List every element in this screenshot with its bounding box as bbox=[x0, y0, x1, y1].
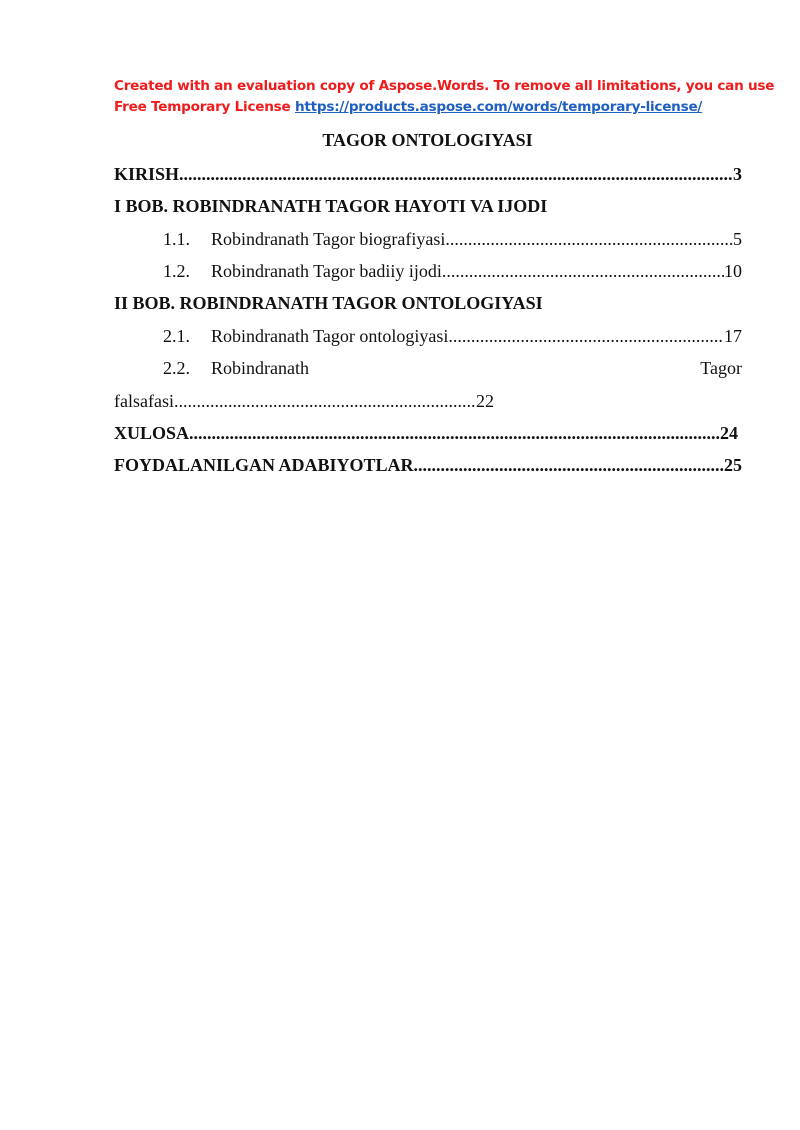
section-number: 2.2. bbox=[163, 358, 190, 378]
toc-entry-2-1[interactable] bbox=[163, 326, 742, 347]
toc-page-number: 17 bbox=[724, 326, 742, 346]
section-number: 1.1. bbox=[163, 229, 190, 249]
toc-entry-label: XULOSA bbox=[114, 423, 190, 443]
evaluation-watermark bbox=[114, 76, 775, 118]
toc-entry-2-2-line2[interactable] bbox=[114, 391, 494, 412]
toc-entry-2-2[interactable] bbox=[163, 358, 742, 379]
toc-chapter-1[interactable]: I BOB. ROBINDRANATH TAGOR HAYOTI VA IJODI bbox=[114, 196, 548, 216]
toc-entry-1-2[interactable] bbox=[163, 261, 742, 282]
license-link[interactable]: https://products.aspose.com/words/temporary-license/ bbox=[294, 99, 703, 115]
toc-entry-2-2-start bbox=[163, 358, 309, 379]
toc-chapter-2[interactable]: II BOB. ROBINDRANATH TAGOR ONTOLOGIYASI bbox=[114, 293, 543, 313]
watermark-license-text: Free Temporary License bbox=[114, 99, 295, 115]
toc-entry-xulosa[interactable] bbox=[114, 423, 738, 444]
dot-leader bbox=[448, 326, 724, 347]
toc-entry-kirish[interactable] bbox=[114, 164, 742, 185]
toc-page-number: 10 bbox=[724, 261, 742, 281]
dot-leader bbox=[414, 455, 724, 476]
watermark-line-1: Created with an evaluation copy of Aspose.Words. To remove all limitations, you can use bbox=[114, 78, 775, 94]
toc-entry-label: FOYDALANILGAN ADABIYOTLAR bbox=[114, 455, 414, 475]
toc-page-number: 5 bbox=[733, 229, 742, 249]
dot-leader bbox=[189, 423, 720, 444]
toc-entry-label: KIRISH bbox=[114, 164, 180, 184]
toc-page-number: 24 bbox=[720, 423, 738, 443]
dot-leader bbox=[442, 261, 724, 282]
dot-leader bbox=[179, 164, 733, 185]
toc-page-number: 25 bbox=[724, 455, 742, 475]
section-number: 1.2. bbox=[163, 261, 190, 281]
toc-entry-label: Robindranath Tagor biografiyasi bbox=[211, 229, 446, 249]
toc-page-number: 22 bbox=[476, 391, 494, 411]
toc-entry-label: Robindranath bbox=[211, 358, 309, 378]
toc-entry-label-cont: falsafasi bbox=[114, 391, 174, 411]
toc-entry-label-cont: Tagor bbox=[700, 358, 742, 378]
toc-entry-label: Robindranath Tagor badiiy ijodi bbox=[211, 261, 442, 281]
toc-entry-label: Robindranath Tagor ontologiyasi bbox=[211, 326, 449, 346]
section-number: 2.1. bbox=[163, 326, 190, 346]
toc-page-number: 3 bbox=[733, 164, 742, 184]
dot-leader bbox=[174, 391, 476, 412]
toc-entry-1-1[interactable] bbox=[163, 229, 742, 250]
dot-leader bbox=[445, 229, 733, 250]
toc-entry-adabiyotlar[interactable] bbox=[114, 455, 742, 476]
watermark-line-2 bbox=[114, 97, 754, 118]
toc-title: TAGOR ONTOLOGIYASI bbox=[322, 130, 533, 150]
